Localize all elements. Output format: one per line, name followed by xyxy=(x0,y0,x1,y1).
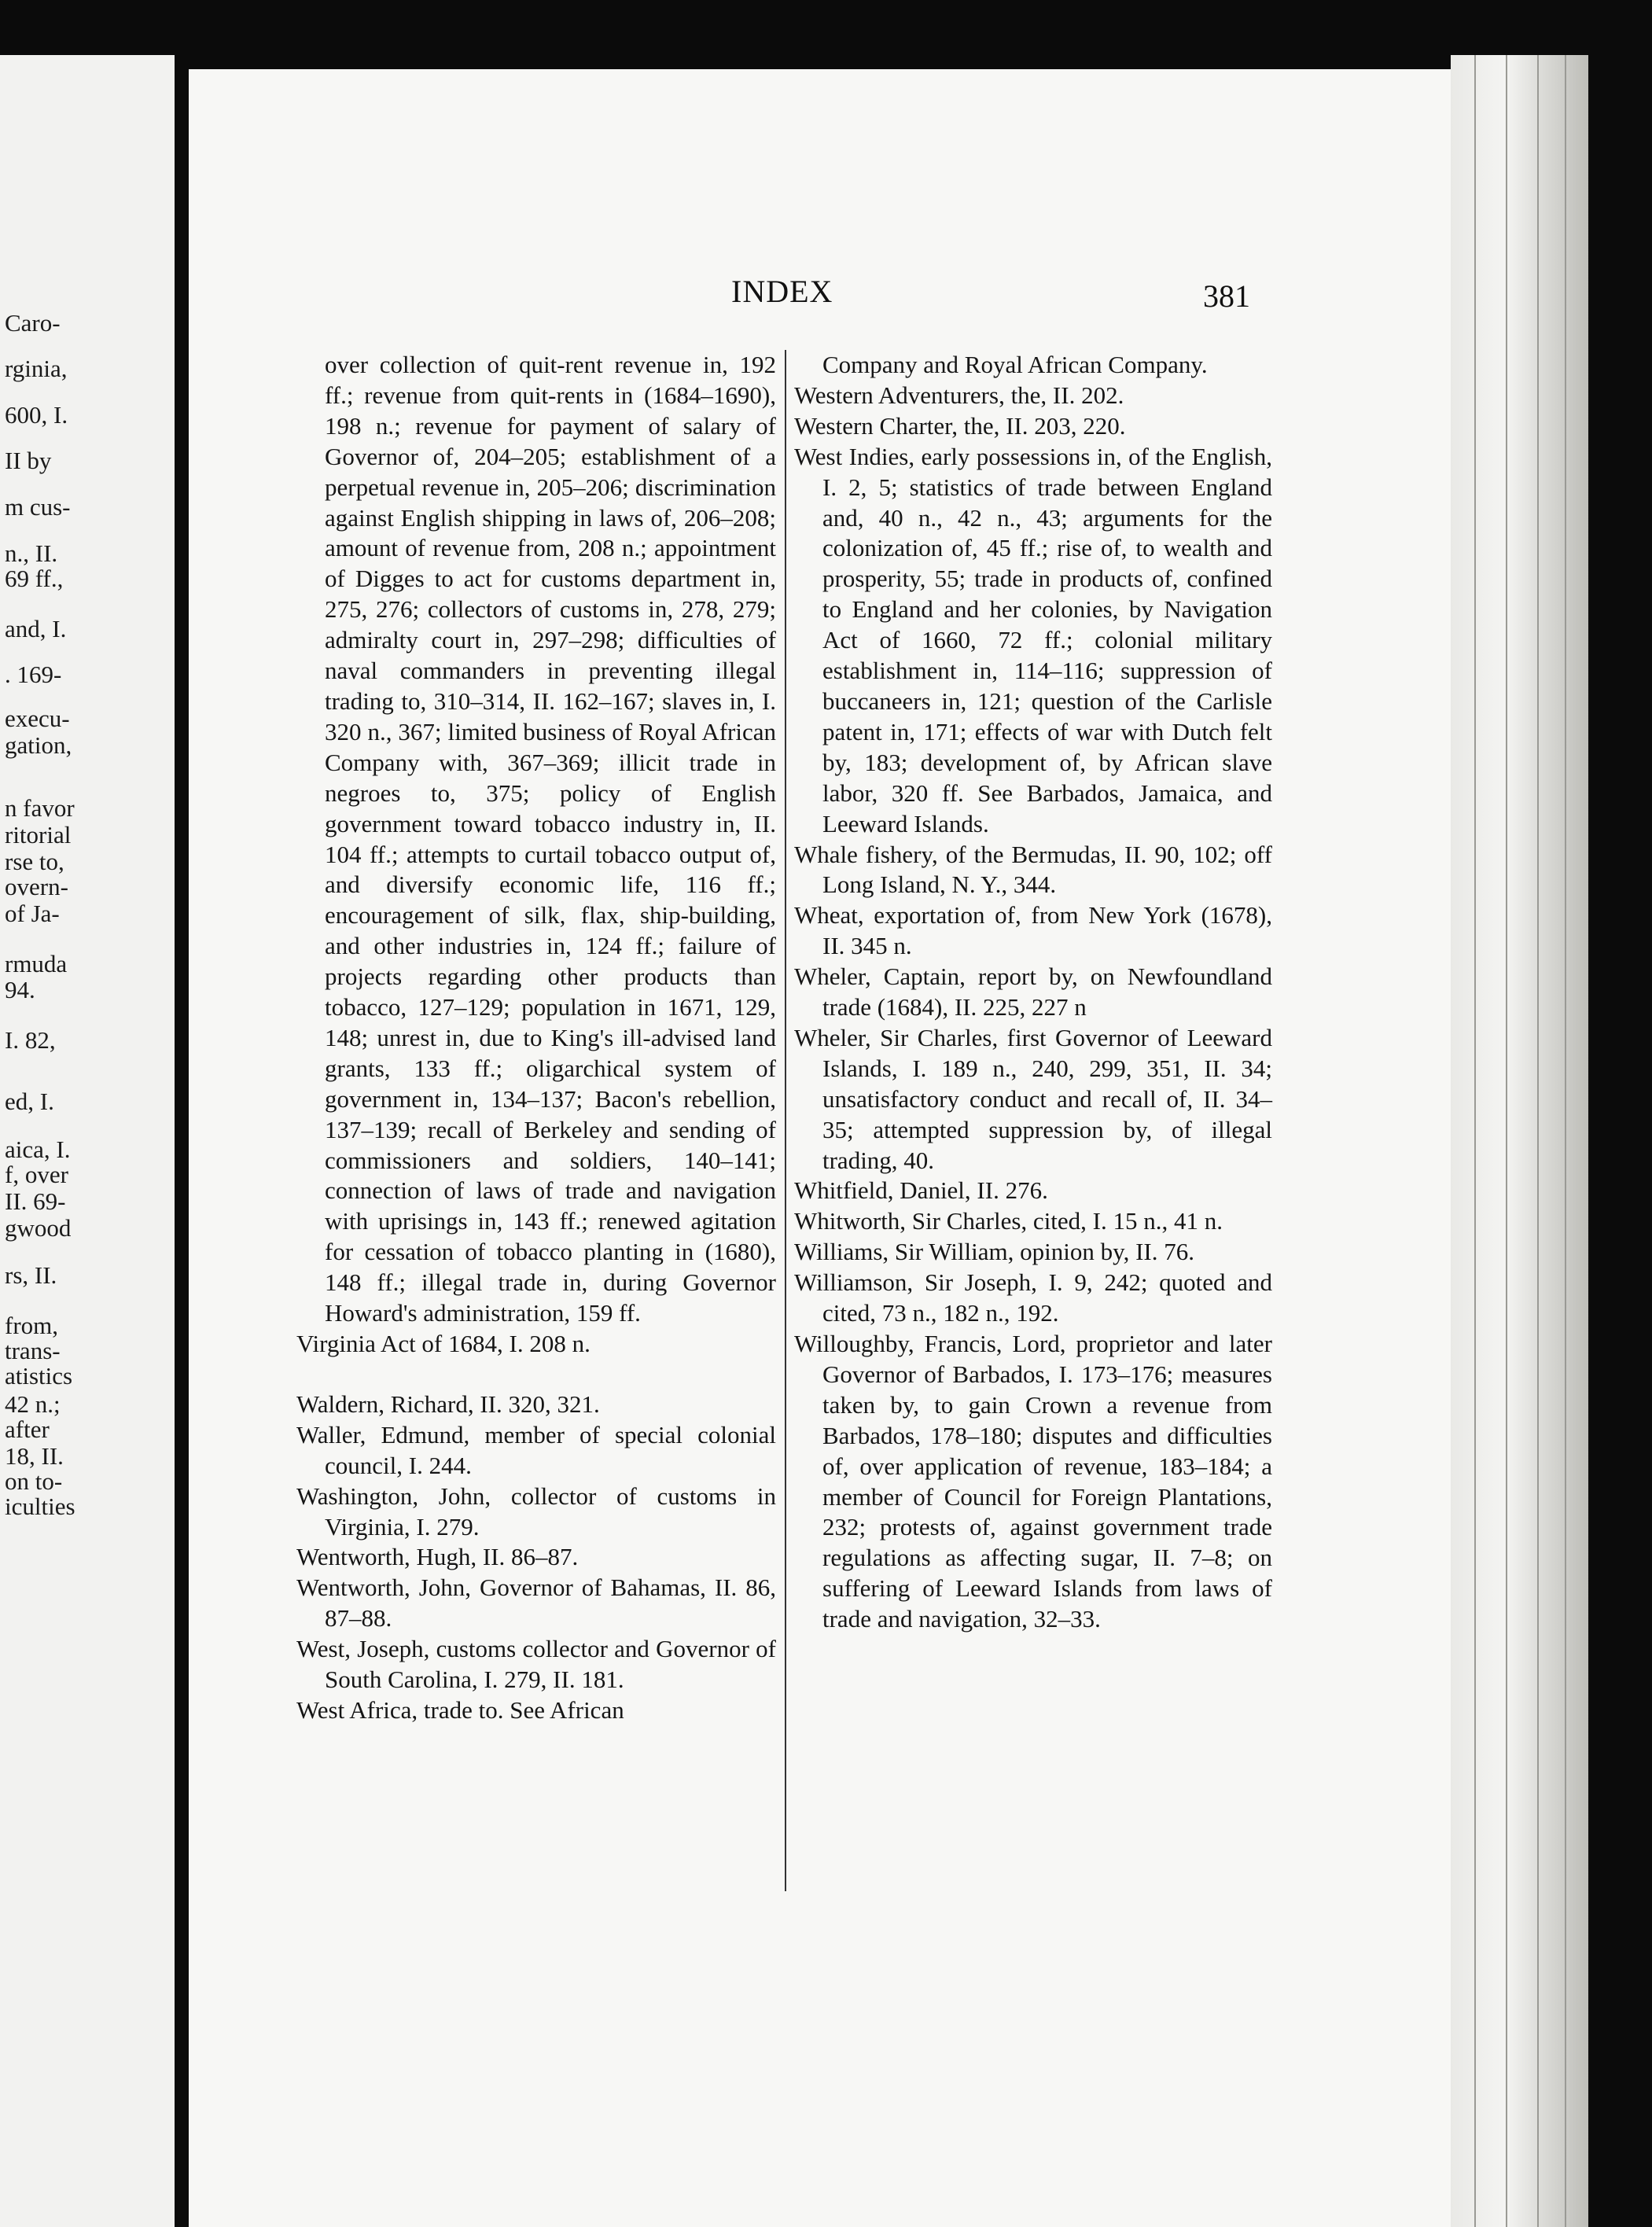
previous-page-text-fragment: rmuda xyxy=(5,950,68,977)
index-column-right xyxy=(794,350,1272,1635)
index-entry: Wheler, Captain, report by, on Newfoundland trade (1684), II. 225, 227 n xyxy=(794,963,1272,1021)
index-entry: Wentworth, Hugh, II. 86–87. xyxy=(296,1543,579,1571)
previous-page-text-fragment: n., II. xyxy=(5,539,58,567)
previous-page-text-fragment: 42 n.; xyxy=(5,1390,61,1418)
previous-page-text-fragment: overn- xyxy=(5,873,68,900)
previous-page-text-fragment: I. 82, xyxy=(5,1026,56,1054)
previous-page-edge xyxy=(0,55,175,2227)
previous-page-text-fragment: 94. xyxy=(5,976,35,1003)
index-entry: West Africa, trade to. See African xyxy=(296,1695,624,1724)
previous-page-text-fragment: 18, II. xyxy=(5,1442,64,1470)
running-head xyxy=(0,273,1652,312)
index-entry: Western Charter, the, II. 203, 220. xyxy=(794,411,1126,440)
index-entry: Whitfield, Daniel, II. 276. xyxy=(794,1176,1048,1205)
page-number: 381 xyxy=(1203,278,1250,314)
previous-page-text-fragment: from, xyxy=(5,1312,59,1339)
previous-page-text-fragment: . 169- xyxy=(5,661,62,688)
index-entry: Washington, John, collector of customs in Virginia, I. 279. xyxy=(296,1482,776,1540)
index-entry: Waller, Edmund, member of special colonial council, I. 244. xyxy=(296,1420,776,1479)
previous-page-text-fragment: of Ja- xyxy=(5,900,60,927)
previous-page-text-fragment: II by xyxy=(5,447,52,474)
previous-page-text-fragment: ritorial xyxy=(5,821,72,848)
previous-page-text-fragment: execu- xyxy=(5,705,70,732)
previous-page-text-fragment: rs, II. xyxy=(5,1261,57,1289)
previous-page-text-fragment: Caro- xyxy=(5,309,61,337)
previous-page-text-fragment: after xyxy=(5,1415,50,1443)
section-gap xyxy=(296,1360,776,1390)
column-divider xyxy=(785,350,786,1891)
index-entry-continuation: Company and Royal African Company. xyxy=(822,351,1208,378)
index-entry: Willoughby, Francis, Lord, proprietor and later Governor of Barbados, I. 173–176; measures taken by, to gain Crown a revenue from Barbados, 178–180; disputes and difficulties of, over application of revenue, 183–184; a member of Council for Foreign Plantations, 232; protests of, against government trade regulations as affecting sugar, II. 7–8; on suffering of Leeward Islands from laws of trade and navigation, 32–33. xyxy=(794,1330,1272,1633)
index-entry: Whitworth, Sir Charles, cited, I. 15 n., 41 n. xyxy=(794,1207,1223,1235)
previous-page-text-fragment: trans- xyxy=(5,1337,61,1364)
previous-page-text-fragment: on to- xyxy=(5,1467,63,1495)
previous-page-text-fragment: and, I. xyxy=(5,615,67,642)
index-entry: Williams, Sir William, opinion by, II. 76. xyxy=(794,1238,1194,1266)
previous-page-text-fragment: m cus- xyxy=(5,493,71,521)
page-title: INDEX xyxy=(731,274,833,309)
previous-page-text-fragment: ed, I. xyxy=(5,1088,54,1115)
page-edge-stack xyxy=(1451,55,1588,2227)
previous-page-text-fragment: aica, I. xyxy=(5,1136,71,1163)
previous-page-text-fragment: n favor xyxy=(5,794,75,822)
index-entry: West Indies, early possessions in, of the English, I. 2, 5; statistics of trade between England and, 40 n., 42 n., 43; arguments for the colonization of, 45 ff.; rise of, to wealth and prosperity, 55; trade in products of, confined to England and her colonies, by Navigation Act of 1660, 72 ff.; colonial military establishment in, 114–116; suppression of buccaneers in, 121; question of the Carlisle patent in, 171; effects of war with Dutch felt by, 183; development of, by African slave labor, 320 ff. See Barbados, Jamaica, and Leeward Islands. xyxy=(794,442,1272,837)
index-column-left xyxy=(296,350,776,1726)
index-entry: Wheler, Sir Charles, first Governor of Leeward Islands, I. 189 n., 240, 299, 351, II. 34; unsatisfactory conduct and recall of, II. 34–35; attempted suppression by, of illegal trading, 40. xyxy=(794,1023,1272,1174)
previous-page-text-fragment: rse to, xyxy=(5,848,64,875)
previous-page-text-fragment: gwood xyxy=(5,1214,72,1242)
index-entry: Waldern, Richard, II. 320, 321. xyxy=(296,1390,600,1418)
previous-page-text-fragment: gation, xyxy=(5,731,72,759)
previous-page-text-fragment: f, over xyxy=(5,1161,68,1188)
index-entry: Virginia Act of 1684, I. 208 n. xyxy=(296,1330,591,1357)
index-entry: Williamson, Sir Joseph, I. 9, 242; quoted and cited, 73 n., 182 n., 192. xyxy=(794,1268,1272,1327)
index-entry: Whale fishery, of the Bermudas, II. 90, 102; off Long Island, N. Y., 344. xyxy=(794,840,1272,899)
previous-page-text-fragment: 69 ff., xyxy=(5,565,64,592)
previous-page-text-fragment: 600, I. xyxy=(5,401,68,429)
previous-page-text-fragment: rginia, xyxy=(5,355,68,382)
index-entry: Wheat, exportation of, from New York (1678), II. 345 n. xyxy=(794,901,1272,960)
index-entry: Wentworth, John, Governor of Bahamas, II. 86, 87–88. xyxy=(296,1574,776,1633)
index-entry-continuation: over collection of quit-rent revenue in, 192 ff.; revenue from quit-rents in (1684–1690), 198 n.; revenue for payment of salary of Governor of, 204–205; establishment of a perpetual revenue in, 205–206; discrimination against English shipping in laws of, 206–208; amount of revenue from, 208 n.; appointment of Digges to act for customs department in, 275, 276; collectors of customs in, 278, 279; admiralty court in, 297–298; difficulties of naval commanders in preventing illegal trading to, 310–314, II. 162–167; slaves in, I. 320 n., 367; limited business of Royal African Company with, 367–369; illicit trade in negroes to, 375; policy of English government toward tobacco industry in, II. 104 ff.; attempts to curtail tobacco output of, and diversify economic life, 116 ff.; encouragement of silk, flax, ship-building, and other industries in, 124 ff.; failure of projects regarding other products than tobacco, 127–129; population in 1671, 129, 148; unrest in, due to King's ill-advised land grants, 133 ff.; oligarchical system of government in, 134–137; Bacon's rebellion, 137–139; recall of Berkeley and sending of commissioners and soldiers, 140–141; connection of laws of trade and navigation with uprisings in, 143 ff.; renewed agitation for cessation of tobacco planting in (1680), 148 ff.; illegal trade in, during Governor Howard's administration, 159 ff. xyxy=(325,351,776,1327)
previous-page-text-fragment: II. 69- xyxy=(5,1187,66,1215)
previous-page-text-fragment: iculties xyxy=(5,1493,75,1520)
previous-page-text-fragment: atistics xyxy=(5,1362,73,1390)
index-entry: Western Adventurers, the, II. 202. xyxy=(794,381,1124,409)
index-entry: West, Joseph, customs collector and Governor of South Carolina, I. 279, II. 181. xyxy=(296,1635,776,1694)
